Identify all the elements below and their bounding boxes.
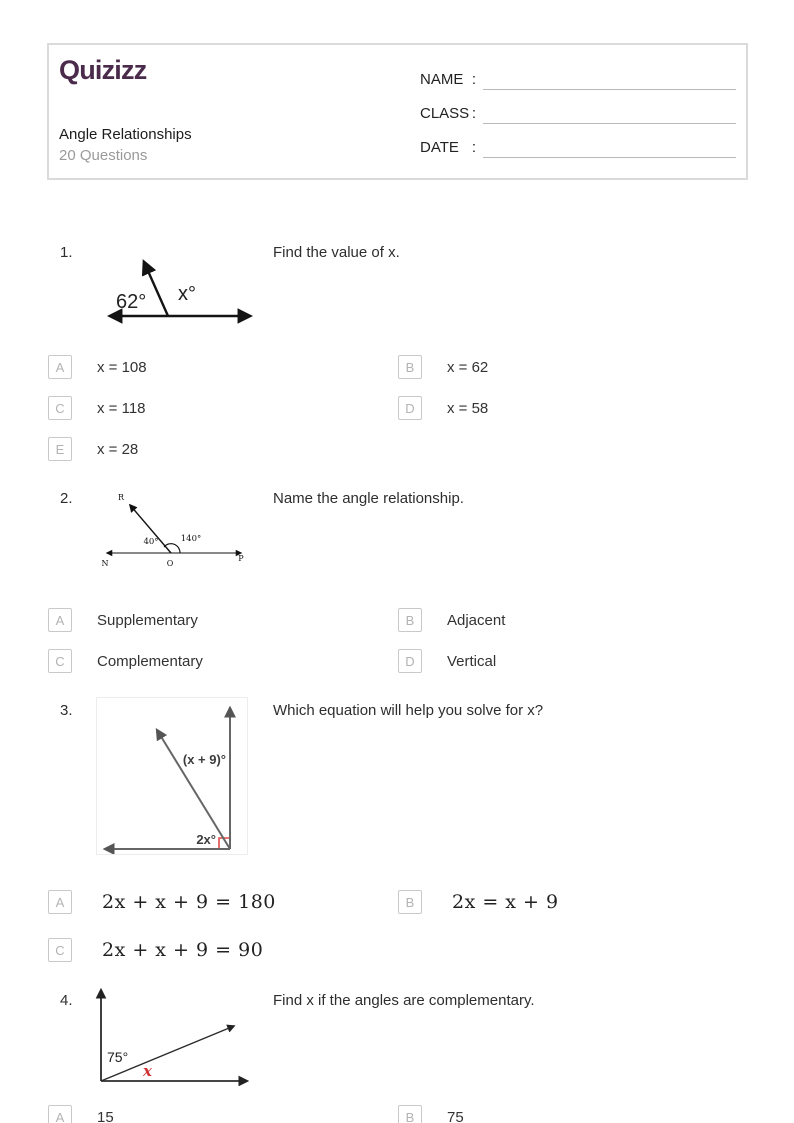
question-3-prompt: Which equation will help you solve for x? (273, 702, 544, 719)
q4-x-angle-label: x (143, 1062, 152, 1080)
q2-point-p-label: P (238, 554, 244, 563)
question-4-prompt: Find x if the angles are complementary. (273, 992, 535, 1009)
q1-option-a-box: A (48, 355, 72, 379)
date-blank-line (483, 138, 736, 158)
q2-ray-point-label: R (117, 493, 125, 502)
q2-option-b-box: B (398, 608, 422, 632)
q1-left-angle-label: 62° (116, 291, 147, 313)
date-field (420, 138, 736, 158)
question-count: 20 Questions (59, 147, 148, 164)
q4-option-a (48, 1105, 114, 1123)
q1-option-d (398, 396, 488, 420)
worksheet-title: Angle Relationships (59, 126, 192, 143)
q3-option-b-text: 2x = x + 9 (452, 891, 559, 913)
q3-option-a-text: 2x + x + 9 = 180 (102, 891, 276, 913)
question-3-number: 3. (60, 702, 73, 719)
name-label (420, 70, 476, 90)
worksheet-header (47, 43, 748, 180)
class-field (420, 104, 736, 124)
q2-option-b (398, 608, 505, 632)
q4-option-b (398, 1105, 464, 1123)
q3-upper-angle-label: (x + 9)° (182, 752, 226, 767)
date-colon: : (471, 139, 476, 156)
q2-option-c-box: C (48, 649, 72, 673)
q3-option-a-box: A (48, 890, 72, 914)
q3-option-b-box: B (398, 890, 422, 914)
q3-option-b (398, 890, 559, 914)
q2-point-o-label: O (166, 559, 174, 568)
q2-option-b-text: Adjacent (447, 611, 506, 629)
q4-option-a-text: 15 (97, 1108, 114, 1123)
q2-option-c (48, 649, 203, 673)
q1-option-b-box: B (398, 355, 422, 379)
q3-option-c (48, 938, 263, 962)
quizizz-logo: Quizizz (59, 55, 147, 85)
q1-option-e-box: E (48, 437, 72, 461)
q1-option-b-text: x = 62 (447, 358, 489, 376)
class-blank-line (483, 104, 736, 124)
q4-option-b-box: B (398, 1105, 422, 1123)
q4-option-a-box: A (48, 1105, 72, 1123)
date-label (420, 138, 476, 158)
name-field (420, 70, 736, 90)
q1-option-d-box: D (398, 396, 422, 420)
q3-option-c-box: C (48, 938, 72, 962)
q1-option-e-text: x = 28 (97, 440, 139, 458)
q2-option-d (398, 649, 496, 673)
question-2-angle-diagram (100, 487, 250, 570)
name-blank-line (483, 70, 736, 90)
question-3-angle-diagram (96, 697, 248, 855)
q3-option-c-text: 2x + x + 9 = 90 (102, 939, 264, 961)
question-4-number: 4. (60, 992, 73, 1009)
q1-option-c-box: C (48, 396, 72, 420)
class-colon: : (471, 105, 476, 122)
question-1-prompt: Find the value of x. (273, 244, 400, 261)
q1-option-c (48, 396, 146, 420)
q1-option-a (48, 355, 147, 379)
question-4-angle-diagram (94, 982, 266, 1086)
q1-option-a-text: x = 108 (97, 358, 147, 376)
question-1-angle-diagram (100, 250, 260, 328)
q2-option-d-box: D (398, 649, 422, 673)
q2-point-n-label: N (101, 559, 109, 568)
q2-option-a-box: A (48, 608, 72, 632)
q4-upper-angle-label: 75° (107, 1049, 129, 1065)
q3-option-a (48, 890, 276, 914)
q1-option-e (48, 437, 138, 461)
class-label (420, 104, 476, 124)
name-label-text: NAME (420, 71, 464, 88)
q2-option-a-text: Supplementary (97, 611, 198, 629)
q3-lower-angle-label: 2x° (196, 832, 216, 847)
q2-option-d-text: Vertical (447, 652, 497, 670)
q4-option-b-text: 75 (447, 1108, 464, 1123)
q1-option-b (398, 355, 488, 379)
question-1-number: 1. (60, 244, 73, 261)
question-2-prompt: Name the angle relationship. (273, 490, 464, 507)
q1-option-d-text: x = 58 (447, 399, 489, 417)
name-colon: : (471, 71, 476, 88)
q2-right-angle-label: 140° (180, 534, 202, 544)
q2-left-angle-label: 40° (143, 537, 159, 547)
question-2-number: 2. (60, 490, 73, 507)
q1-right-angle-label: x° (178, 283, 196, 305)
q1-option-c-text: x = 118 (97, 399, 146, 417)
q2-option-c-text: Complementary (97, 652, 203, 670)
q2-option-a (48, 608, 198, 632)
class-label-text: CLASS (420, 105, 470, 122)
date-label-text: DATE (420, 139, 459, 156)
